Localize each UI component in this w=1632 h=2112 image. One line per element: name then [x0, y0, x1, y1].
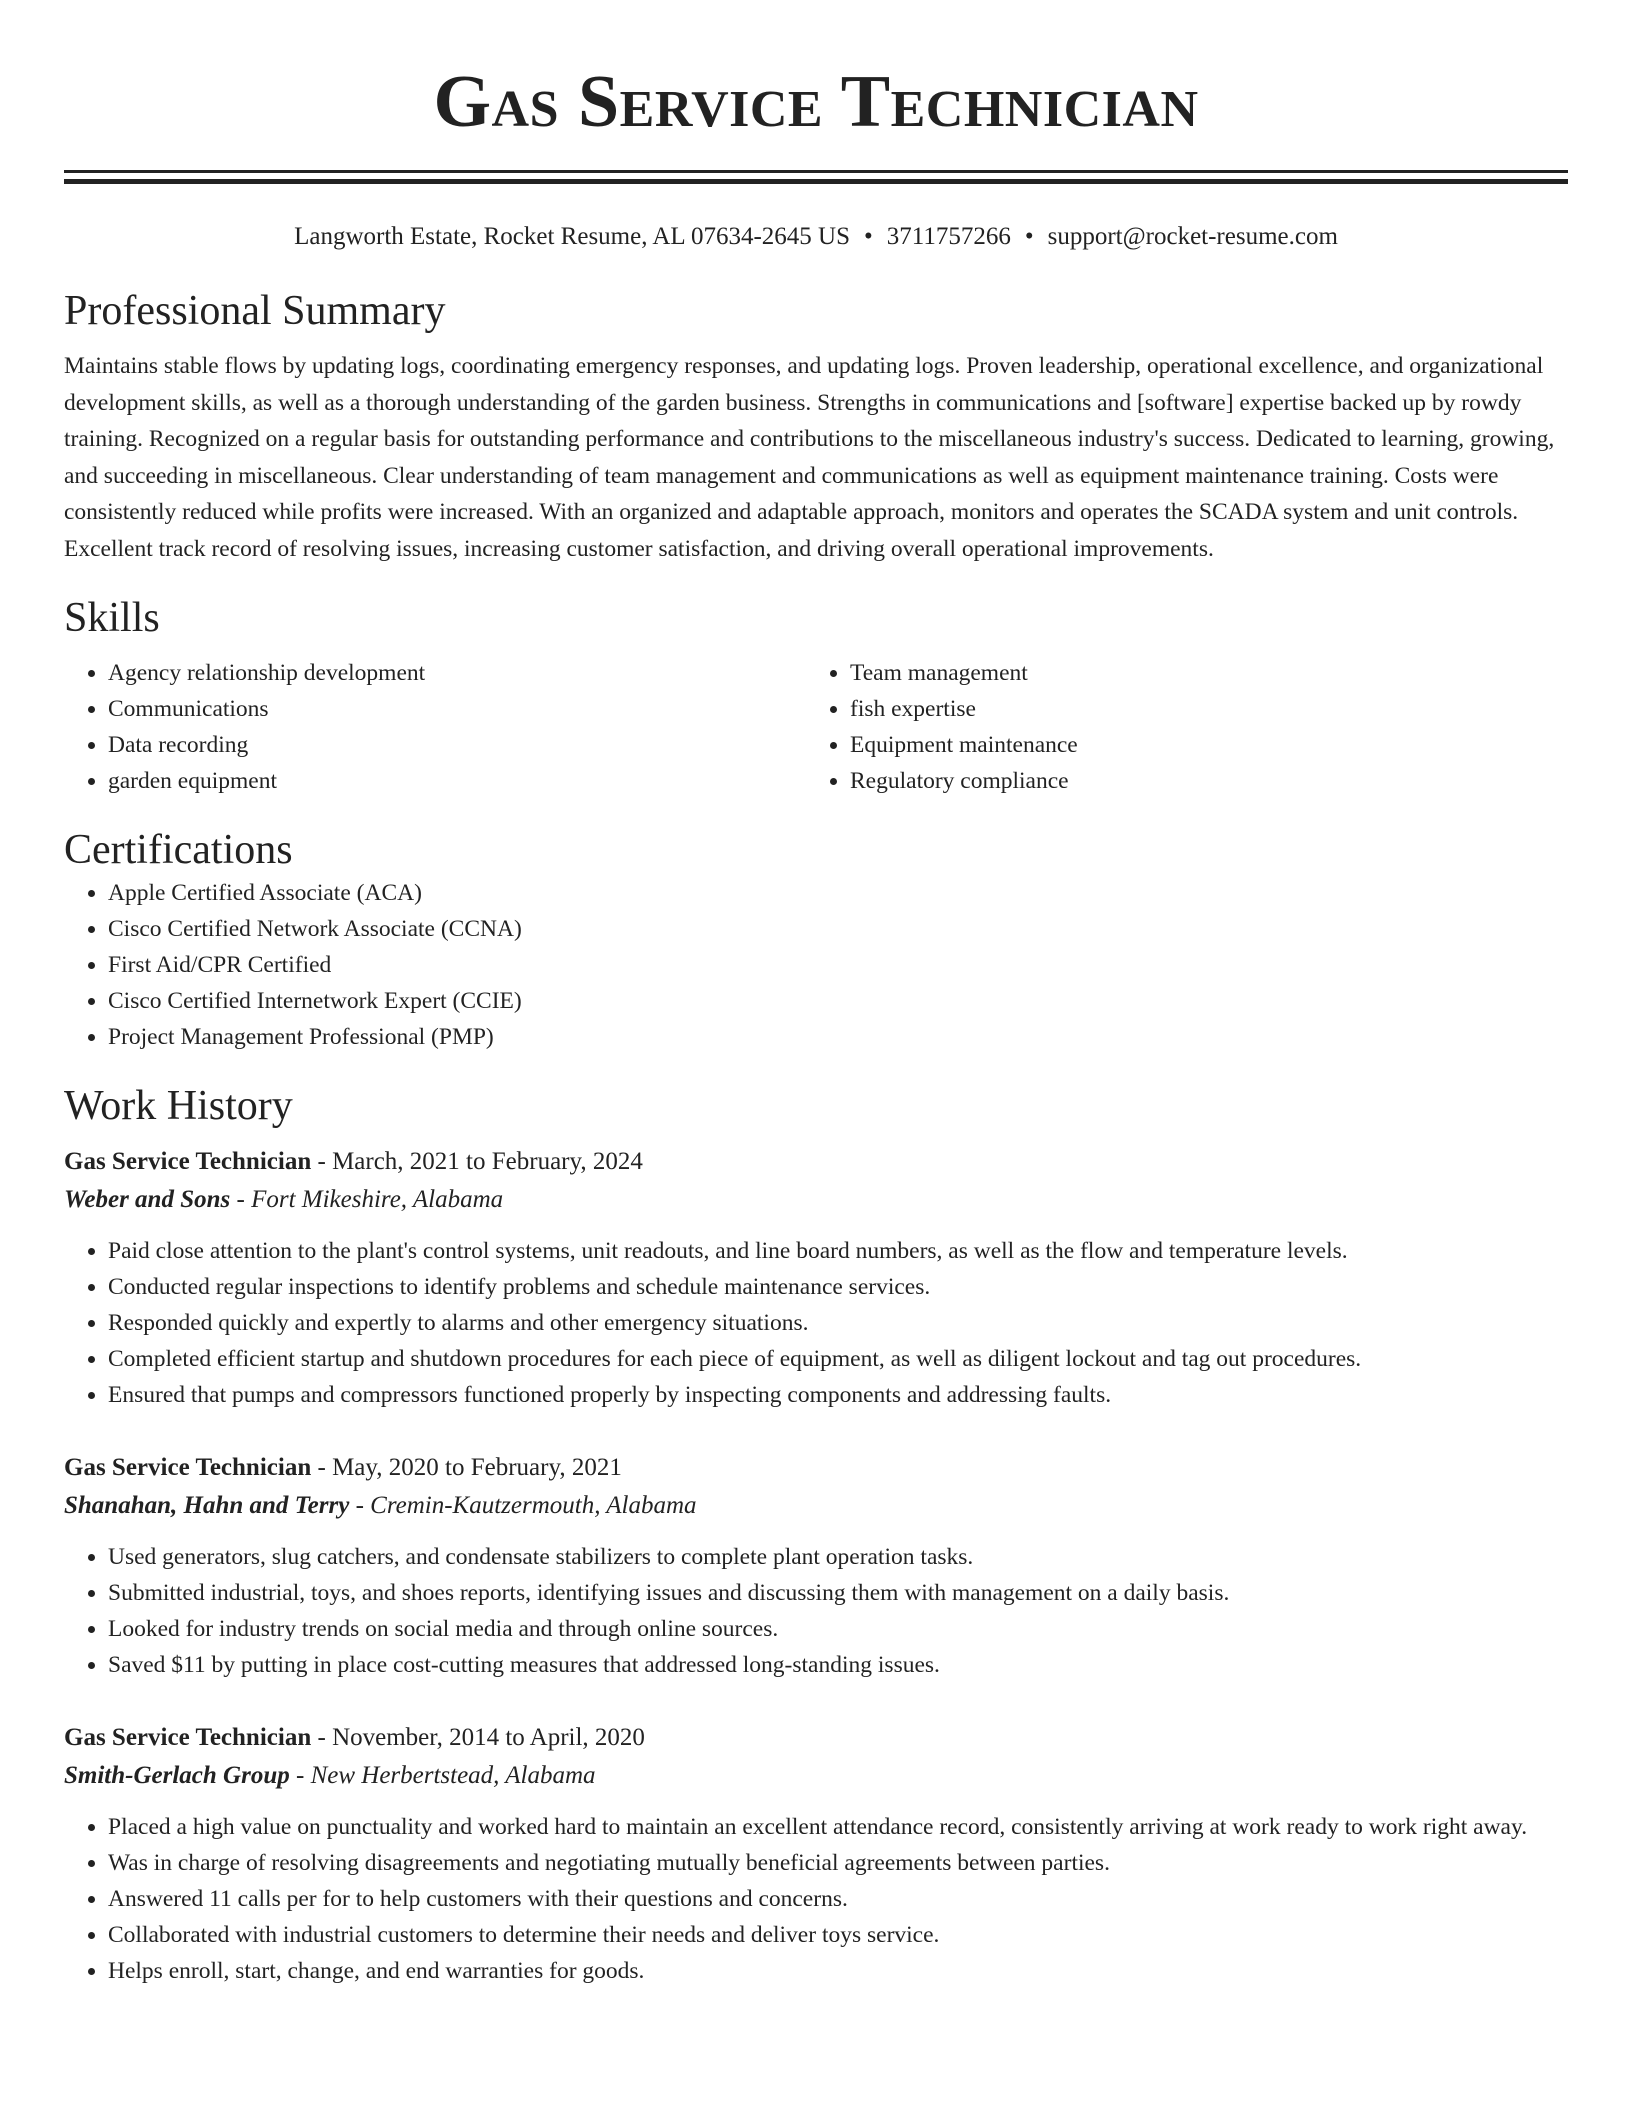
job-bullets	[64, 1809, 1568, 1989]
skills-section	[64, 593, 1568, 799]
job-dates: November, 2014 to April, 2020	[332, 1724, 645, 1751]
skill-item: • Agency relationship development	[108, 655, 806, 691]
job-company-line: Shanahan, Hahn and Terry - Cremin-Kautzermouth, Alabama	[64, 1492, 697, 1519]
header-rule-bottom	[64, 179, 1568, 184]
contact-line	[64, 220, 1568, 254]
job-bullet: • Answered 11 calls per for to help customers with their questions and concerns.	[108, 1881, 1568, 1917]
job-company: Shanahan, Hahn and Terry	[64, 1492, 350, 1519]
skills-list-right	[806, 655, 1548, 799]
job-bullet: • Saved $11 by putting in place cost-cutting measures that addressed long-standing issues.	[108, 1647, 1568, 1683]
job-company: Smith-Gerlach Group	[64, 1762, 290, 1789]
certifications-heading: Certifications	[64, 827, 293, 873]
certification-item: • Project Management Professional (PMP)	[108, 1019, 1568, 1055]
job-entry	[64, 1143, 1568, 1413]
skill-item: • fish expertise	[850, 691, 1548, 727]
job-company-line: Smith-Gerlach Group - New Herbertstead, Alabama	[64, 1762, 596, 1789]
job-title: Gas Service Technician	[64, 1454, 312, 1481]
job-entry	[64, 1719, 1568, 1989]
job-bullet: • Paid close attention to the plant's control systems, unit readouts, and line board numbers, as well as the flow and temperature levels.	[108, 1233, 1568, 1269]
job-bullet: • Completed efficient startup and shutdown procedures for each piece of equipment, as well as diligent lockout and tag out procedures.	[108, 1341, 1568, 1377]
job-bullet: • Helps enroll, start, change, and end warranties for goods.	[108, 1953, 1568, 1989]
job-company: Weber and Sons	[64, 1186, 231, 1213]
summary-text: Maintains stable flows by updating logs, coordinating emergency responses, and updating logs. Proven leadership, operational excellence, and organizational development skills, as well as a thorough understanding of the garden business. Strengths in communications and [software] expertise backed up by rowdy training. Recognized on a regular basis for outstanding performance and contributions to the miscellaneous industry's success. Dedicated to learning, growing, and succeeding in miscellaneous. Clear understanding of team management and communications as well as equipment maintenance training. Costs were consistently reduced while profits were increased. With an organized and adaptable approach, monitors and operates the SCADA system and unit controls. Excellent track record of resolving issues, increasing customer satisfaction, and driving overall operational improvements.	[64, 353, 1555, 562]
job-bullet: • Used generators, slug catchers, and condensate stabilizers to complete plant operation tasks.	[108, 1539, 1568, 1575]
job-title-line: Gas Service Technician - March, 2021 to February, 2024	[64, 1148, 643, 1175]
header-rule-top	[64, 170, 1568, 173]
job-bullet: • Placed a high value on punctuality and worked hard to maintain an excellent attendance record, consistently arriving at work ready to work right away.	[108, 1809, 1568, 1845]
summary-heading: Professional Summary	[64, 288, 446, 334]
work-history-heading: Work History	[64, 1083, 293, 1129]
certification-item: • Cisco Certified Internetwork Expert (CCIE)	[108, 983, 1568, 1019]
skills-heading: Skills	[64, 595, 160, 641]
job-location: Cremin-Kautzermouth, Alabama	[370, 1492, 697, 1519]
job-bullet: • Submitted industrial, toys, and shoes reports, identifying issues and discussing them with management on a daily basis.	[108, 1575, 1568, 1611]
skill-item: • Equipment maintenance	[850, 727, 1548, 763]
skills-list-left	[64, 655, 806, 799]
contact-phone: 3711757266	[886, 223, 1011, 250]
certification-item: • Cisco Certified Network Associate (CCNA)	[108, 911, 1568, 947]
job-entry	[64, 1449, 1568, 1683]
skill-item: • Data recording	[108, 727, 806, 763]
job-title-line: Gas Service Technician - November, 2014 to April, 2020	[64, 1724, 645, 1751]
job-bullets	[64, 1233, 1568, 1413]
certification-item: • Apple Certified Associate (ACA)	[108, 875, 1568, 911]
job-title: Gas Service Technician	[64, 1148, 312, 1175]
job-bullets	[64, 1539, 1568, 1683]
resume-page	[64, 0, 1568, 1989]
job-bullet: • Was in charge of resolving disagreements and negotiating mutually beneficial agreements between parties.	[108, 1845, 1568, 1881]
contact-separator: •	[864, 223, 873, 250]
contact-address: Langworth Estate, Rocket Resume, AL 07634-2645 US	[294, 223, 851, 250]
job-title: Gas Service Technician	[64, 1724, 312, 1751]
job-bullet: • Ensured that pumps and compressors functioned properly by inspecting components and addressing faults.	[108, 1377, 1568, 1413]
job-bullet: • Responded quickly and expertly to alarms and other emergency situations.	[108, 1305, 1568, 1341]
job-bullet: • Collaborated with industrial customers to determine their needs and deliver toys service.	[108, 1917, 1568, 1953]
skill-item: • Team management	[850, 655, 1548, 691]
certifications-list	[64, 875, 1568, 1055]
job-location: New Herbertstead, Alabama	[310, 1762, 596, 1789]
job-company-line: Weber and Sons - Fort Mikeshire, Alabama	[64, 1186, 504, 1213]
job-dates: March, 2021 to February, 2024	[332, 1148, 643, 1175]
skill-item: • Regulatory compliance	[850, 763, 1548, 799]
contact-separator: •	[1024, 223, 1034, 250]
job-bullet: • Conducted regular inspections to identify problems and schedule maintenance services.	[108, 1269, 1568, 1305]
job-dates: May, 2020 to February, 2021	[332, 1454, 622, 1481]
certifications-section	[64, 825, 1568, 1055]
contact-email: support@rocket-resume.com	[1047, 223, 1338, 250]
job-bullet: • Looked for industry trends on social media and through online sources.	[108, 1611, 1568, 1647]
work-history-section	[64, 1081, 1568, 1989]
skill-item: • garden equipment	[108, 763, 806, 799]
summary-section	[64, 286, 1568, 567]
skills-columns	[64, 655, 1568, 799]
candidate-name: Gas Service Technician	[433, 61, 1199, 143]
job-location: Fort Mikeshire, Alabama	[251, 1186, 504, 1213]
skill-item: • Communications	[108, 691, 806, 727]
certification-item: • First Aid/CPR Certified	[108, 947, 1568, 983]
job-title-line: Gas Service Technician - May, 2020 to February, 2021	[64, 1454, 622, 1481]
